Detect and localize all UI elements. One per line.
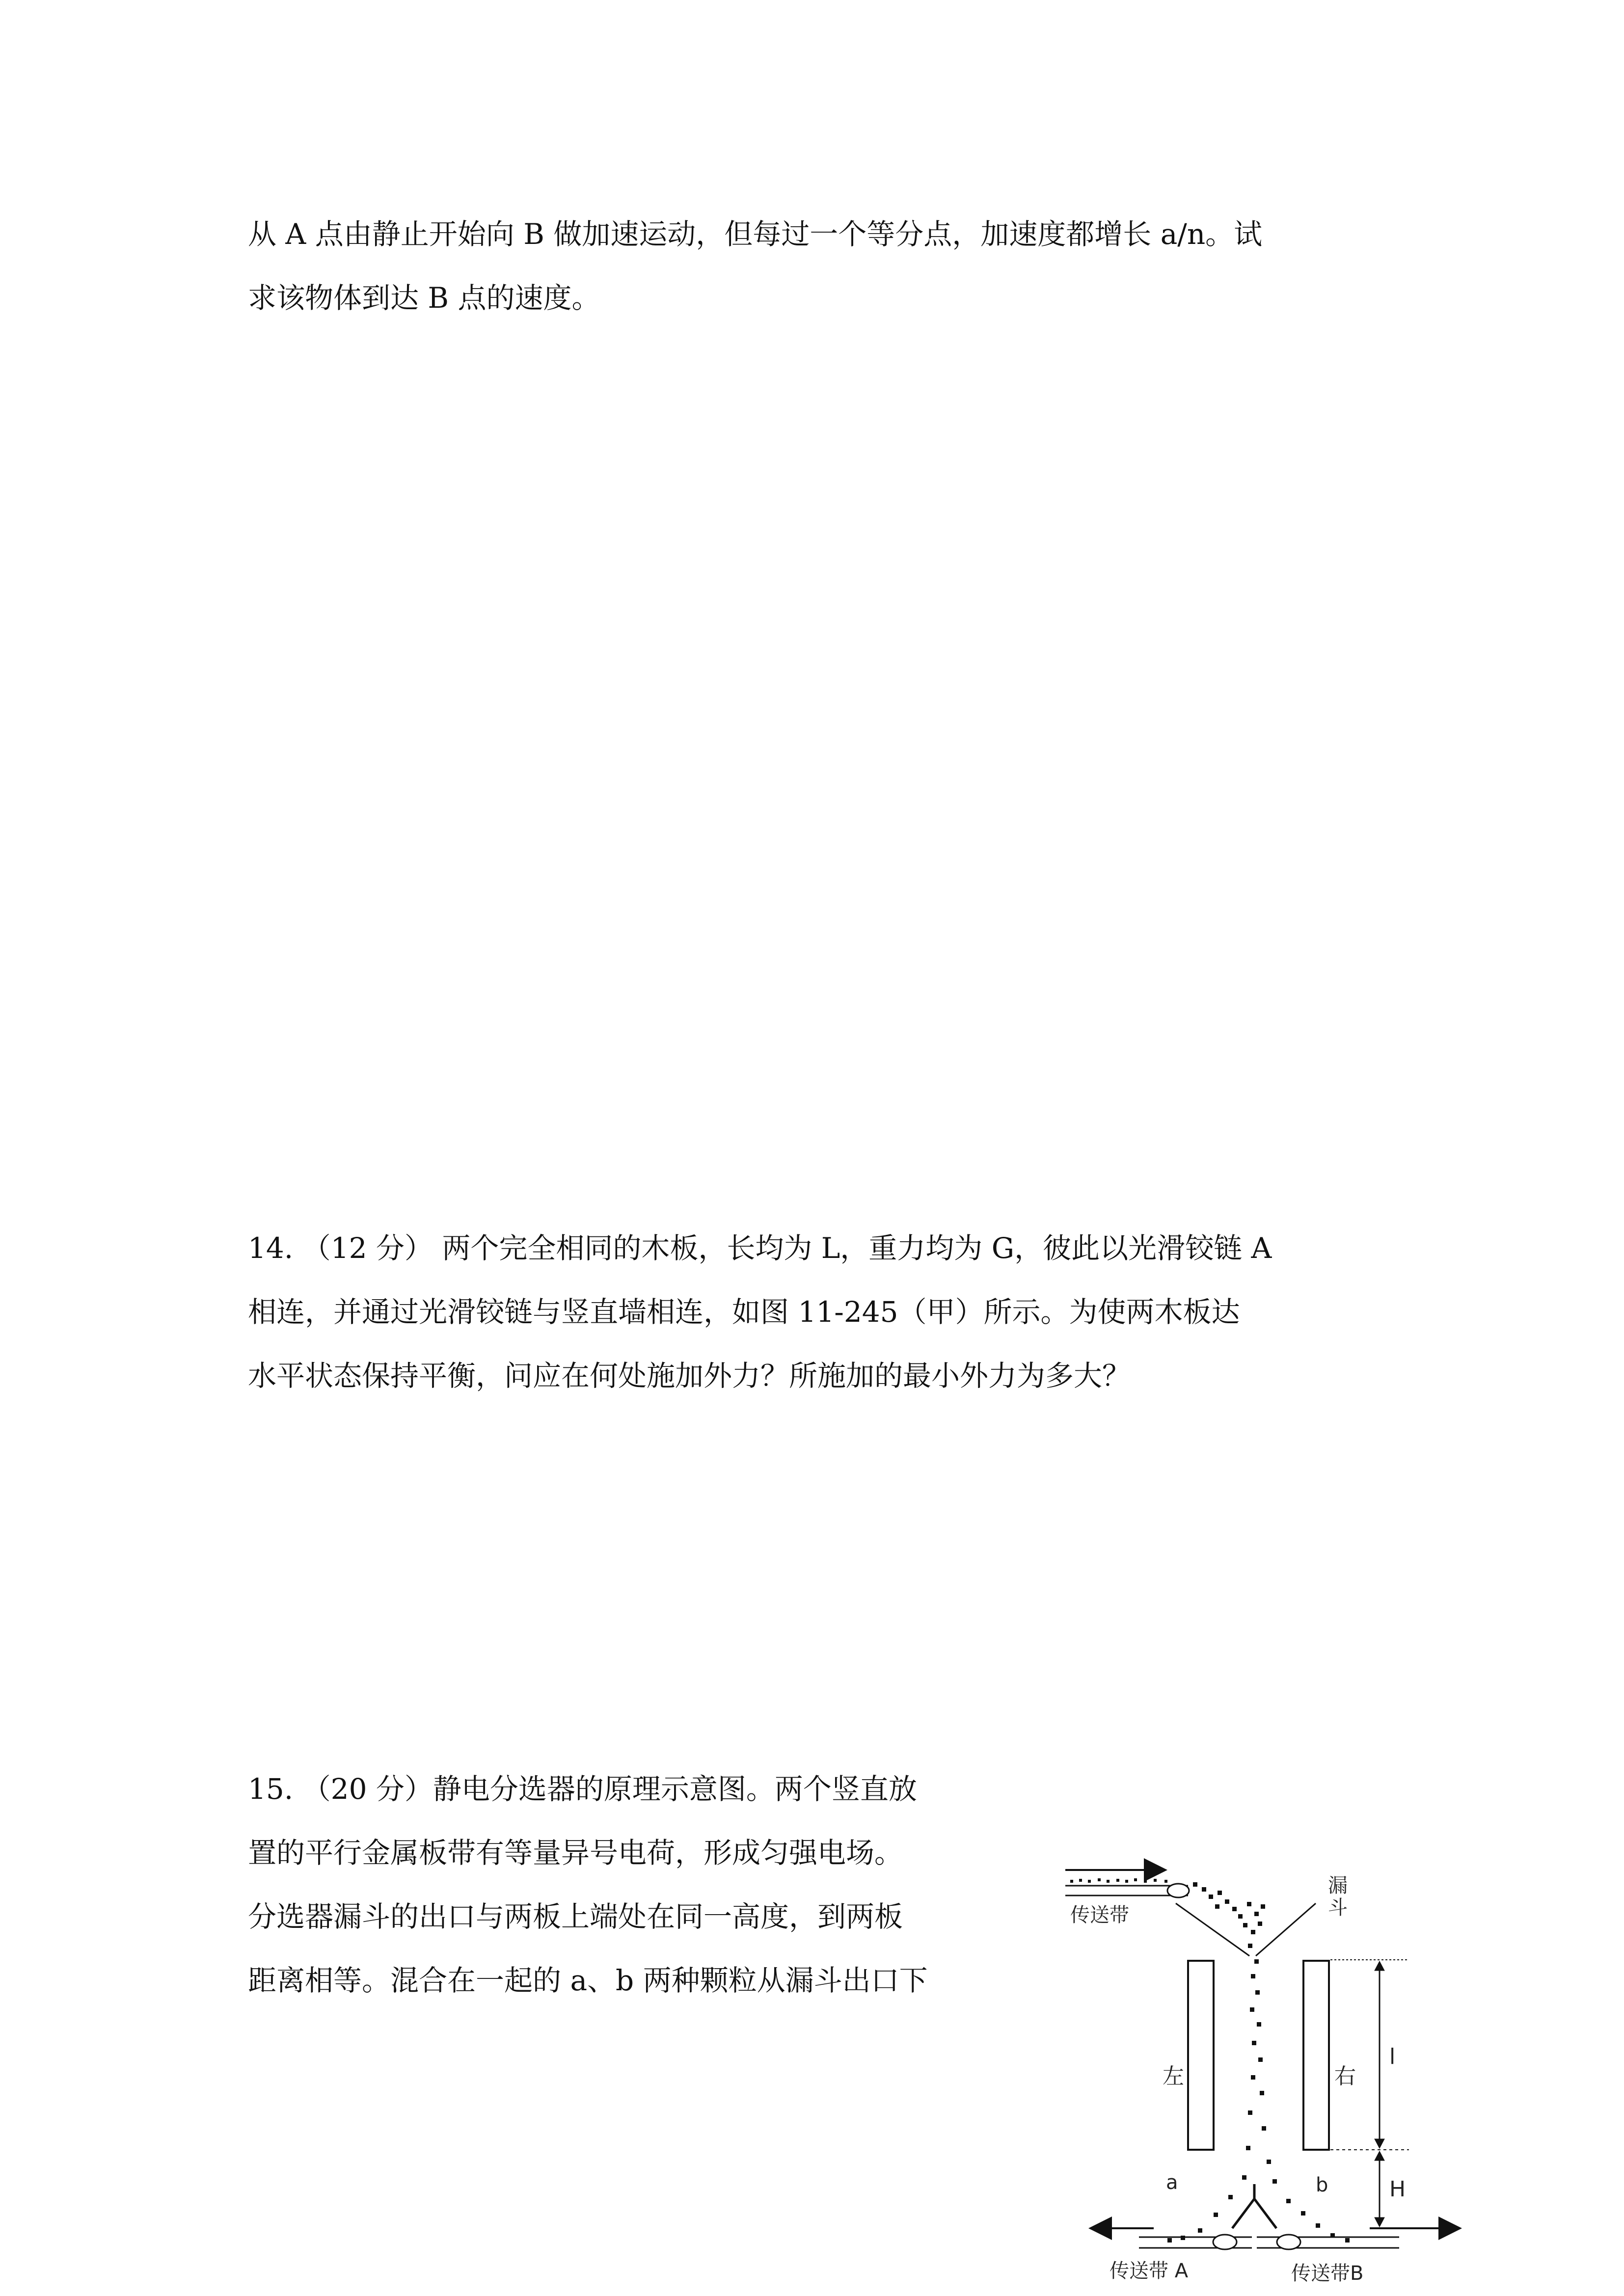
text-line: 水平状态保持平衡，问应在何处施加外力？所施加的最小外力为多大？ bbox=[248, 1359, 1131, 1392]
bottom-conveyor-b bbox=[1257, 2174, 1458, 2285]
right-plate bbox=[1303, 1961, 1356, 2150]
splitter bbox=[1232, 2184, 1276, 2228]
text-line: 距离相等。混合在一起的 a、b 两种颗粒从漏斗出口下 bbox=[248, 1964, 928, 1997]
bottom-conveyor-a bbox=[1092, 2171, 1252, 2282]
problem-13-text bbox=[248, 202, 1262, 330]
top-conveyor bbox=[1065, 1870, 1189, 1926]
text-line: 14. （12 分） 两个完全相同的木板，长均为 L，重力均为 G，彼此以光滑铰链 A bbox=[248, 1231, 1272, 1265]
left-plate bbox=[1163, 1961, 1214, 2150]
electrostatic-separator-diagram bbox=[1056, 1845, 1478, 2287]
text-line: 相连，并通过光滑铰链与竖直墙相连，如图 11-245（甲）所示。为使两木板达 bbox=[248, 1295, 1240, 1329]
funnel-label-2: 斗 bbox=[1328, 1896, 1348, 1919]
particle-b-label: b bbox=[1316, 2174, 1328, 2196]
problem-14-text bbox=[248, 1216, 1272, 1408]
funnel-label-1: 漏 bbox=[1328, 1874, 1348, 1897]
height-label: H bbox=[1389, 2177, 1406, 2202]
conveyor-b-label: 传送带B bbox=[1291, 2262, 1364, 2285]
dimension-marks bbox=[1330, 1960, 1409, 2227]
left-plate-label: 左 bbox=[1163, 2064, 1184, 2089]
text-line: 从 A 点由静止开始向 B 做加速运动，但每过一个等分点，加速度都增长 a/n。试 bbox=[248, 217, 1263, 251]
right-plate-label: 右 bbox=[1334, 2064, 1356, 2089]
length-label: l bbox=[1389, 2044, 1396, 2069]
problem-15-text bbox=[248, 1757, 928, 2012]
particle-a-label: a bbox=[1166, 2171, 1178, 2194]
text-line: 置的平行金属板带有等量异号电荷，形成匀强电场。 bbox=[248, 1836, 903, 1869]
conveyor-a-label: 传送带 A bbox=[1110, 2260, 1189, 2282]
top-conveyor-label: 传送带 bbox=[1070, 1904, 1129, 1926]
text-line: 求该物体到达 B 点的速度。 bbox=[248, 281, 600, 315]
text-line: 分选器漏斗的出口与两板上端处在同一高度，到两板 bbox=[248, 1900, 903, 1933]
funnel bbox=[1176, 1874, 1348, 1956]
text-line: 15. （20 分）静电分选器的原理示意图。两个竖直放 bbox=[248, 1772, 917, 1806]
